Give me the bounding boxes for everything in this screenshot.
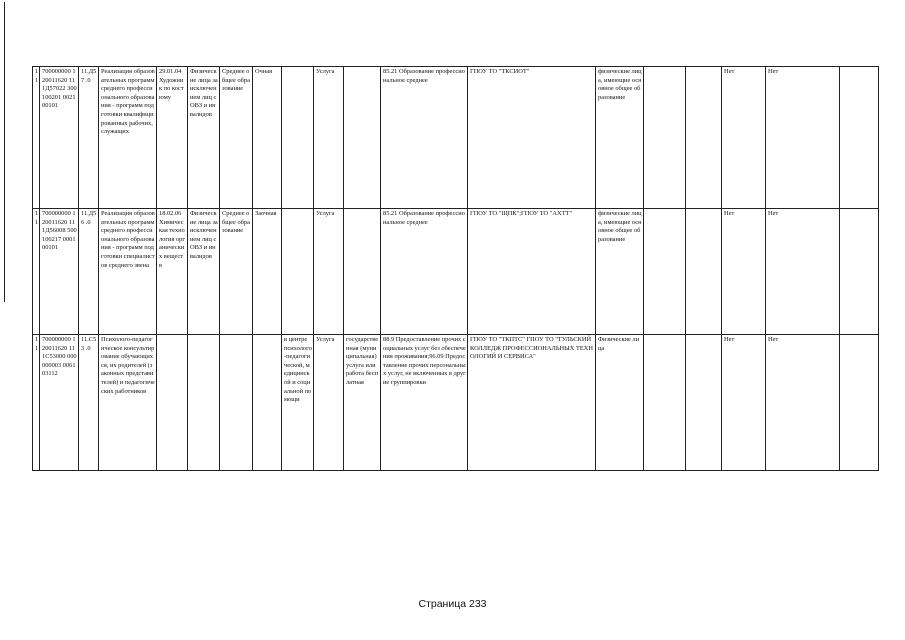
service-code: 11.Д56 .0 bbox=[79, 209, 99, 335]
row-number: 11 bbox=[33, 209, 40, 335]
registry-code: 700000000 120011620 111Д57022 300100201 002100101 bbox=[40, 67, 79, 209]
study-form: Очная bbox=[253, 67, 282, 209]
table-row bbox=[33, 209, 879, 335]
okved-code: 85.21 Образование профессиональное среднее bbox=[381, 209, 468, 335]
table-row bbox=[33, 335, 879, 471]
okved-code: 88.9 Предоставление прочих социальных услуг без обеспечения проживания;96.09 Предоставление прочих персональных услуг, не включенных в другие группировки bbox=[381, 335, 468, 471]
table-row bbox=[33, 67, 879, 209]
place-of-provision bbox=[282, 209, 314, 335]
row-number: 11 bbox=[33, 335, 40, 471]
consumers: физические лица, имеющие основное общее образование bbox=[596, 209, 644, 335]
flag-cell: Нет bbox=[766, 209, 840, 335]
empty-cell bbox=[840, 209, 879, 335]
consumer-category bbox=[188, 335, 220, 471]
service-name: Психолого-педагогическое консультирование обучающихся, их родителей (законных представителей) и педагогических работников bbox=[99, 335, 157, 471]
study-form bbox=[253, 335, 282, 471]
empty-cell bbox=[686, 209, 722, 335]
institutions: ГПОУ ТО "ТКПТС" ГПОУ ТО "ТУЛЬСКИЙ КОЛЛЕДЖ ПРОФЕССИОНАЛЬНЫХ ТЕХНОЛОГИЙ И СЕРВИСА" bbox=[468, 335, 596, 471]
empty-cell bbox=[840, 67, 879, 209]
row-number: 11 bbox=[33, 67, 40, 209]
flag-cell: Нет bbox=[722, 335, 766, 471]
institutions: ГПОУ ТО "ТКСИОТ" bbox=[468, 67, 596, 209]
service-code: 11.С53 .0 bbox=[79, 335, 99, 471]
consumer-category: Физические лица за исключением лиц с ОВЗ и инвалидов bbox=[188, 67, 220, 209]
empty-cell bbox=[840, 335, 879, 471]
specialty: 18.02.06 Химическая технология органических веществ bbox=[157, 209, 188, 335]
specialty: 29.01.04 Художник по костюму bbox=[157, 67, 188, 209]
flag-cell: Нет bbox=[722, 209, 766, 335]
empty-cell bbox=[644, 67, 686, 209]
payment-type: государственная (муниципальная) услуга или работа бесплатная bbox=[344, 335, 381, 471]
empty-cell bbox=[686, 335, 722, 471]
registry-code: 700000000 120011620 111Д56008 500100217 000100101 bbox=[40, 209, 79, 335]
service-name: Реализация образовательных программ среднего профессионального образования - программ подготовки квалифицированных рабочих, служащих bbox=[99, 67, 157, 209]
service-type: Услуга bbox=[314, 67, 344, 209]
education-level: Среднее общее образование bbox=[220, 209, 253, 335]
service-type: Услуга bbox=[314, 209, 344, 335]
registry-table bbox=[32, 66, 879, 471]
flag-cell: Нет bbox=[766, 67, 840, 209]
okved-code: 85.21 Образование профессиональное среднее bbox=[381, 67, 468, 209]
study-form: Заочная bbox=[253, 209, 282, 335]
consumers: физические лица, имеющие основное общее образование bbox=[596, 67, 644, 209]
specialty bbox=[157, 335, 188, 471]
flag-cell: Нет bbox=[722, 67, 766, 209]
consumer-category: Физические лица за исключением лиц с ОВЗ и инвалидов bbox=[188, 209, 220, 335]
education-level bbox=[220, 335, 253, 471]
education-level: Среднее общее образование bbox=[220, 67, 253, 209]
service-type: Услуга bbox=[314, 335, 344, 471]
flag-cell: Нет bbox=[766, 335, 840, 471]
page-number: Страница 233 bbox=[418, 598, 487, 610]
empty-cell bbox=[644, 335, 686, 471]
payment-type bbox=[344, 209, 381, 335]
payment-type bbox=[344, 67, 381, 209]
empty-cell bbox=[686, 67, 722, 209]
service-code: 11.Д57 .0 bbox=[79, 67, 99, 209]
place-of-provision: в центре психолого-педагогической, медицинской и социальной помощи bbox=[282, 335, 314, 471]
empty-cell bbox=[644, 209, 686, 335]
institutions: ГПОУ ТО "ЩПК";ГПОУ ТО "АХТТ" bbox=[468, 209, 596, 335]
consumers: Физические лица bbox=[596, 335, 644, 471]
registry-code: 700000000 120011620 111С53000 000000003 006103112 bbox=[40, 335, 79, 471]
binding-margin-line bbox=[4, 2, 5, 302]
place-of-provision bbox=[282, 67, 314, 209]
service-name: Реализация образовательных программ среднего профессионального образования - программ подготовки специалистов среднего звена bbox=[99, 209, 157, 335]
